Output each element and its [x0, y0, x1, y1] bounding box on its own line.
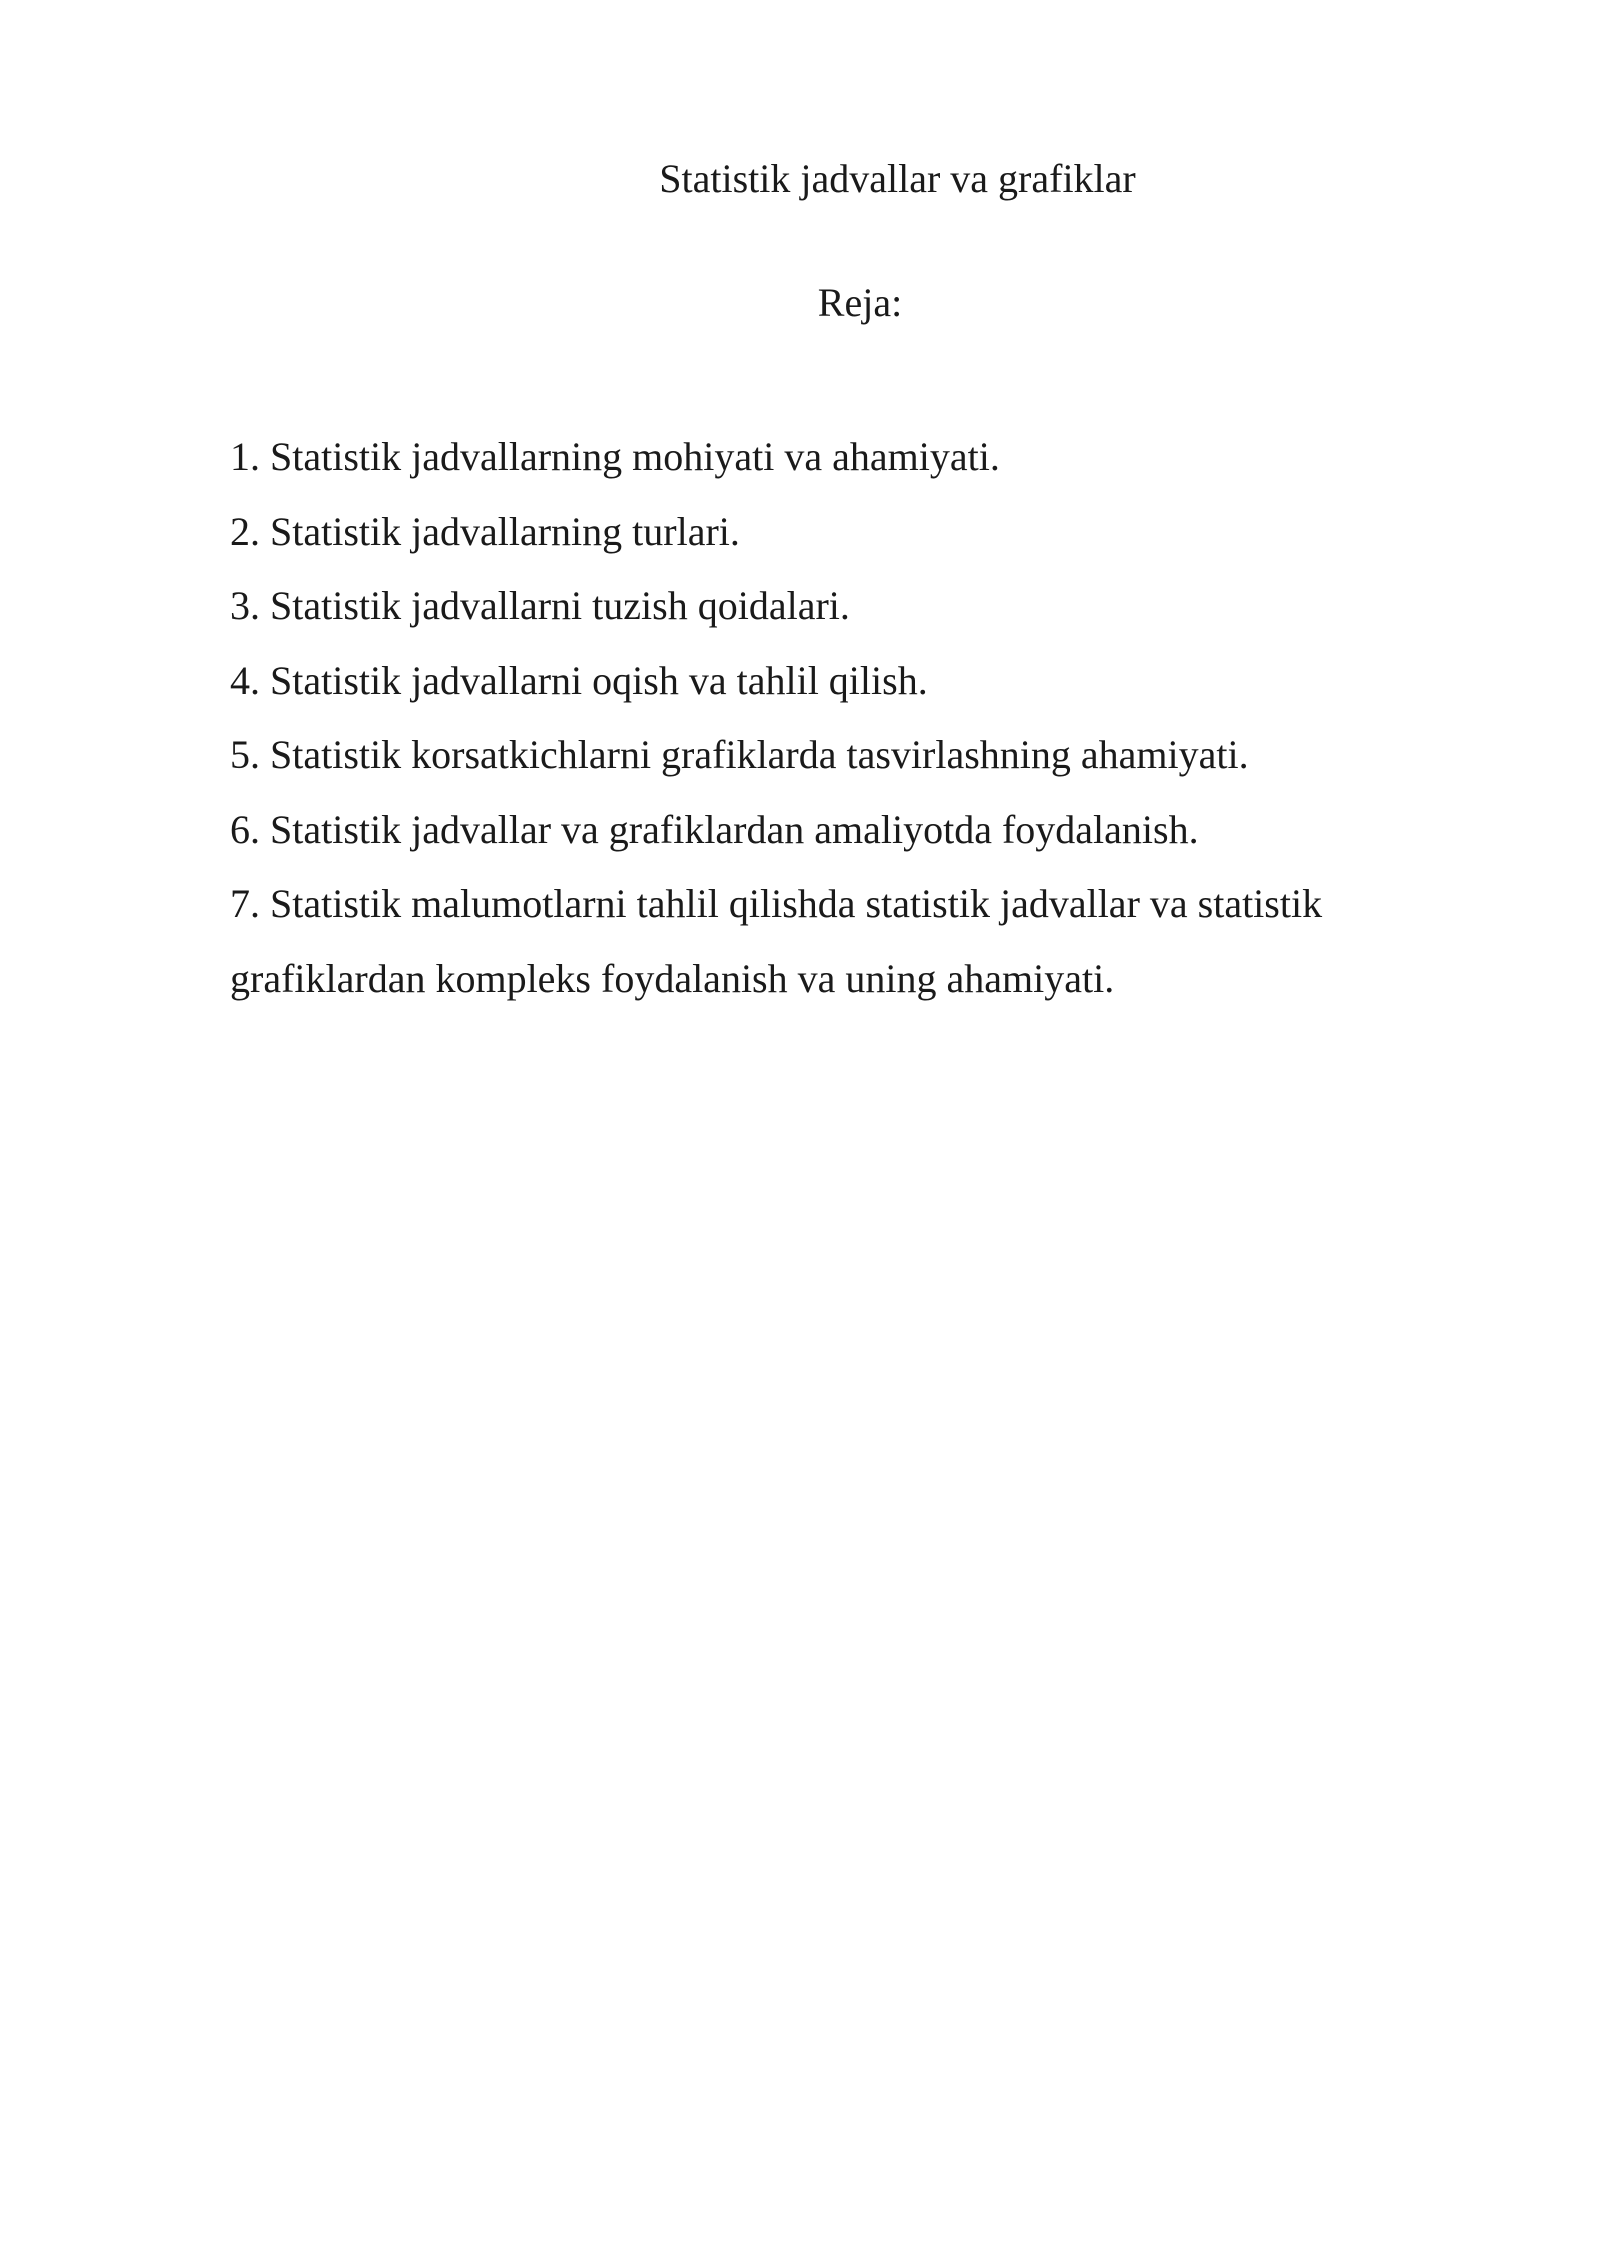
document-title: Statistik jadvallar va grafiklar	[659, 156, 1136, 201]
plan-heading: Reja:	[817, 280, 903, 325]
plan-item: 6. Statistik jadvallar va grafiklardan amaliyotda foydalanish.	[230, 806, 1199, 852]
plan-item: 3. Statistik jadvallarni tuzish qoidalari.	[230, 583, 850, 628]
plan-item: 2. Statistik jadvallarning turlari.	[230, 508, 740, 554]
plan-item: 5. Statistik korsatkichlarni grafiklarda tasvirlashning ahamiyati.	[230, 732, 1249, 777]
plan-item: 7. Statistik malumotlarni tahlil qilishda statistik jadvallar va statistik grafiklardan kompleks foydalanish va uning ahamiyati.	[230, 881, 1323, 1001]
plan-item: 1. Statistik jadvallarning mohiyati va ahamiyati.	[230, 434, 1000, 479]
plan-item: 4. Statistik jadvallarni oqish va tahlil qilish.	[230, 657, 928, 703]
plan-list	[230, 420, 1440, 1016]
